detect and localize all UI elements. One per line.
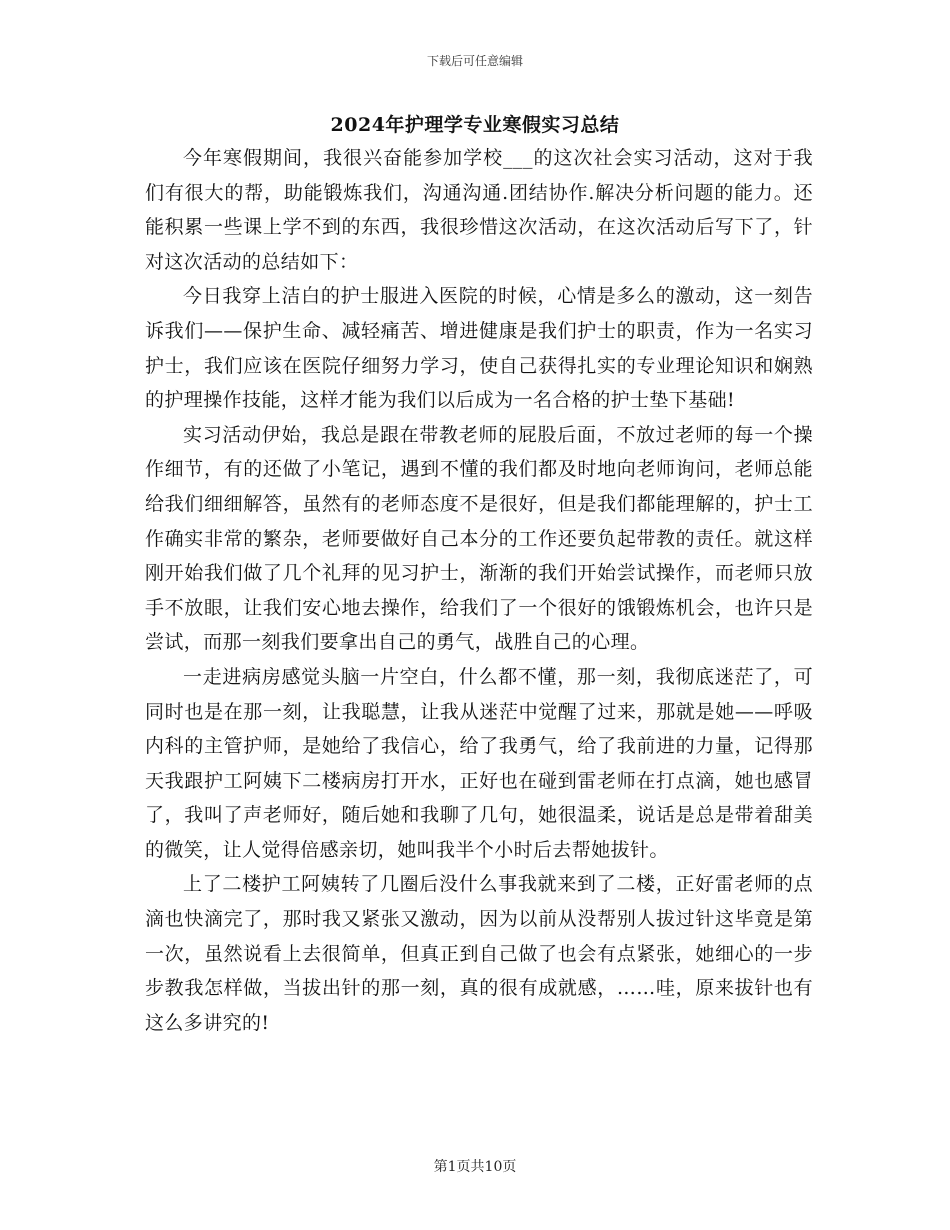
- page-number-footer: 第1页共10页: [433, 1159, 517, 1175]
- document-title: 2024年护理学专业寒假实习总结: [330, 114, 620, 136]
- paragraph-intro: 今年寒假期间，我很兴奋能参加学校___的这次社会实习活动，这对于我们有很大的帮，助能锻炼我们，沟通沟通.团结协作.解决分析问题的能力。还能积累一些课上学不到的东西，我很珍惜这次活动，在这次活动后写下了，针对这次活动的总结如下：: [145, 147, 813, 273]
- page-header-note: 下载后可任意编辑: [426, 54, 523, 68]
- paragraph-nurse-uniform: 今日我穿上洁白的护士服进入医院的时候，心情是多么的激动，这一刻告诉我们——保护生命、减轻痛苦、增进健康是我们护士的职责，作为一名实习护士，我们应该在医院仔细努力学习，使自己获得扎实的专业理论知识和娴熟的护理操作技能，这样才能为我们以后成为一名合格的护士垫下基础!: [145, 285, 813, 412]
- paragraph-internship-start: 实习活动伊始，我总是跟在带教老师的屁股后面，不放过老师的每一个操作细节，有的还做了小笔记，遇到不懂的我们都及时地向老师询问，老师总能给我们细细解答，虽然有的老师态度不是很好，但是我们都能理解的，护士工作确实非常的繁杂，老师要做好自己本分的工作还要负起带教的责任。就这样刚开始我们做了几个礼拜的见习护士，渐渐的我们开始尝试操作，而老师只放手不放眼，让我们安心地去操作，给我们了一个很好的饿锻炼机会，也许只是尝试，而那一刻我们要拿出自己的勇气，战胜自己的心理。: [145, 423, 813, 654]
- document-body: [145, 141, 813, 1040]
- paragraph-pulling-needle: 上了二楼护工阿姨转了几圈后没什么事我就来到了二楼，正好雷老师的点滴也快滴完了，那时我又紧张又激动，因为以前从没帮别人拔过针这毕竟是第一次，虽然说看上去很简单，但真正到自己做了也会有点紧张，她细心的一步步教我怎样做，当拔出针的那一刻，真的很有成就感，……哇，原来拔针也有这么多讲究的!: [145, 873, 813, 1034]
- paragraph-ward-entry: 一走进病房感觉头脑一片空白，什么都不懂，那一刻，我彻底迷茫了，可同时也是在那一刻，让我聪慧，让我从迷茫中觉醒了过来，那就是她——呼吸内科的主管护师，是她给了我信心，给了我勇气，给了我前进的力量，记得那天我跟护工阿姨下二楼病房打开水，正好也在碰到雷老师在打点滴，她也感冒了，我叫了声老师好，随后她和我聊了几句，她很温柔，说话是总是带着甜美的微笑，让人觉得倍感亲切，她叫我半个小时后去帮她拔针。: [145, 665, 813, 861]
